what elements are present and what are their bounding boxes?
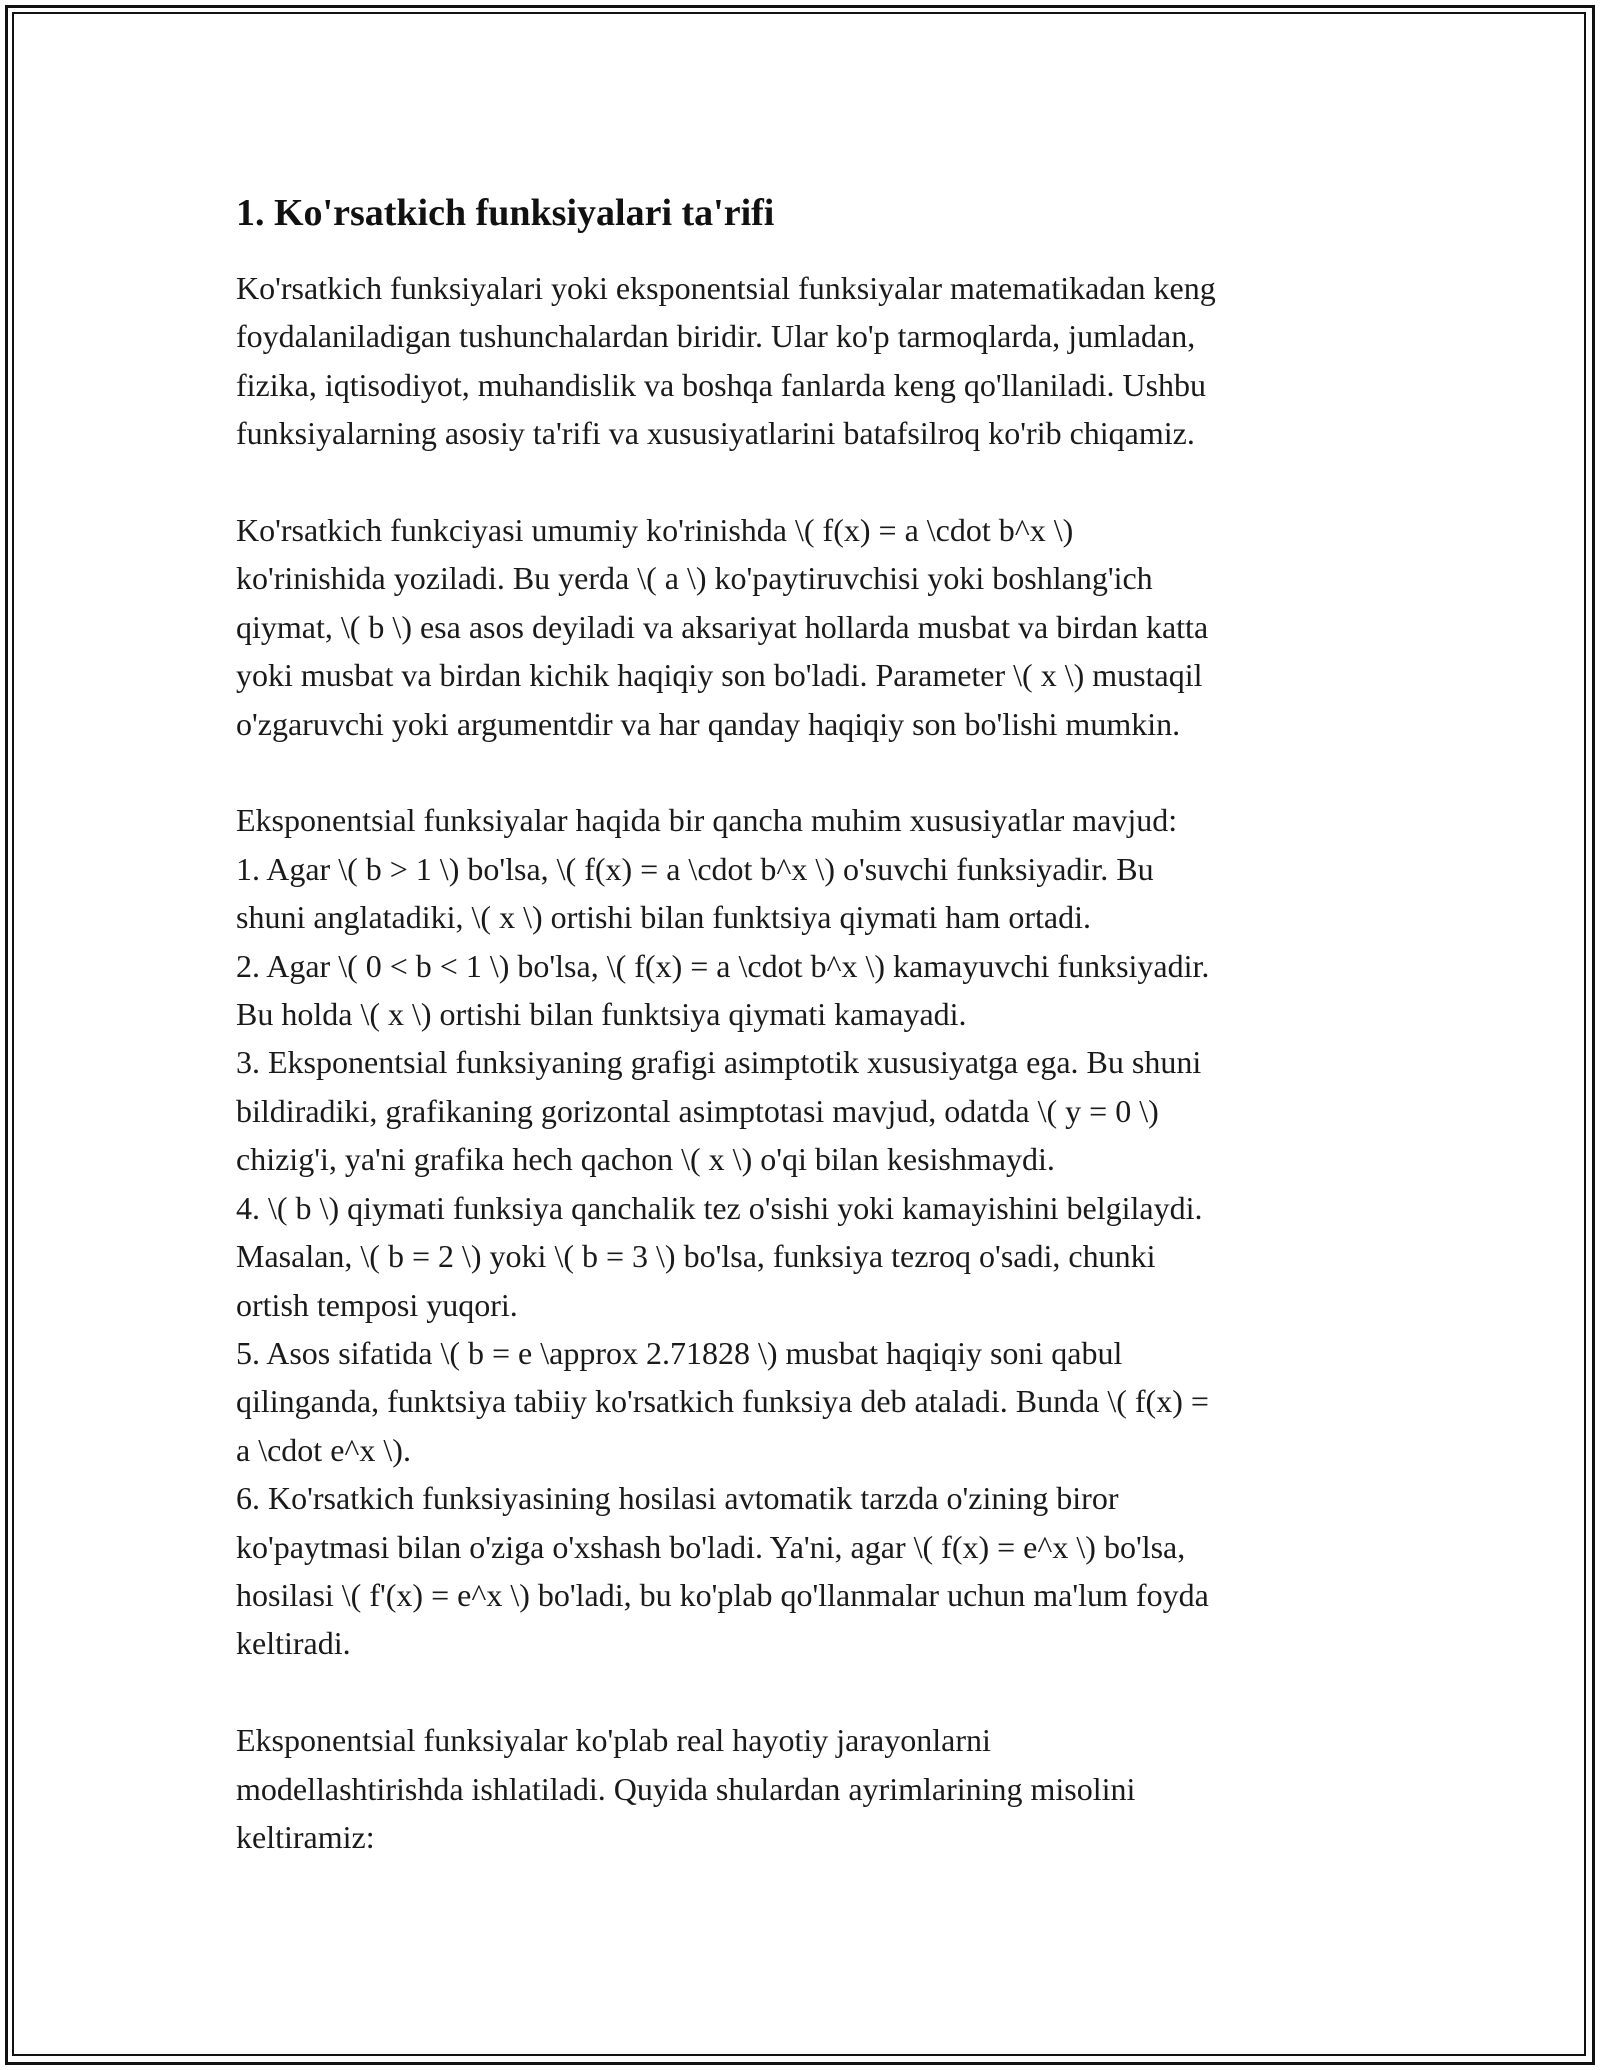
property-item-6: 6. Ko'rsatkich funksiyasining hosilasi avtomatik tarzda o'zining biror [236, 1480, 1119, 1517]
paragraph-properties [236, 796, 1366, 1667]
text-line: ortish temposi yuqori. [236, 1286, 518, 1323]
text-line: chizig'i, ya'ni grafika hech qachon \( x \) o'qi bilan kesishmaydi. [236, 1141, 1055, 1178]
paragraph-definition [236, 506, 1366, 748]
text-line: hosilasi \( f'(x) = e^x \) bo'ladi, bu ko'plab qo'llanmalar uchun ma'lum foyda [236, 1576, 1209, 1613]
paragraph-intro [236, 264, 1366, 458]
document-body [236, 188, 1366, 1861]
property-item-3: 3. Eksponentsial funksiyaning grafigi asimptotik xususiyatga ega. Bu shuni [236, 1044, 1202, 1081]
text-line: yoki musbat va birdan kichik haqiqiy son bo'ladi. Parameter \( x \) mustaqil [236, 657, 1203, 694]
text-line: keltiradi. [236, 1625, 351, 1662]
text-line: modellashtirishda ishlatiladi. Quyida shulardan ayrimlarining misolini [236, 1770, 1136, 1807]
text-line: Bu holda \( x \) ortishi bilan funktsiya qiymati kamayadi. [236, 996, 967, 1033]
text-line: Ko'rsatkich funksiyalari yoki eksponentsial funksiyalar matematikadan keng [236, 270, 1216, 306]
property-item-1: 1. Agar \( b > 1 \) bo'lsa, \( f(x) = a \cdot b^x \) o'suvchi funksiyadir. Bu [236, 850, 1154, 887]
text-line: bildiradiki, grafikaning gorizontal asimptotasi mavjud, odatda \( y = 0 \) [236, 1092, 1159, 1129]
paragraph-gap [236, 1668, 1366, 1716]
paragraph-gap [236, 458, 1366, 506]
text-line: ko'paytmasi bilan o'ziga o'xshash bo'ladi. Ya'ni, agar \( f(x) = e^x \) bo'lsa, [236, 1528, 1186, 1565]
text-line: shuni anglatadiki, \( x \) ortishi bilan funktsiya qiymati ham ortadi. [236, 899, 1091, 936]
text-line: ko'rinishida yoziladi. Bu yerda \( a \) ko'paytiruvchisi yoki boshlang'ich [236, 560, 1153, 597]
text-line: funksiyalarning asosiy ta'rifi va xususiyatlarini batafsilroq ko'rib chiqamiz. [236, 415, 1195, 452]
property-item-4: 4. \( b \) qiymati funksiya qanchalik tez o'sishi yoki kamayishini belgilaydi. [236, 1189, 1203, 1226]
text-line: qiymat, \( b \) esa asos deyiladi va aksariyat hollarda musbat va birdan katta [236, 608, 1209, 645]
text-line: foydalaniladigan tushunchalardan biridir. Ular ko'p tarmoqlarda, jumladan, [236, 318, 1196, 355]
text-line: qilinganda, funktsiya tabiiy ko'rsatkich funksiya deb ataladi. Bunda \( f(x) = [236, 1383, 1209, 1420]
text-line: Eksponentsial funksiyalar ko'plab real hayotiy jarayonlarni [236, 1722, 991, 1759]
text-line: keltiramiz: [236, 1818, 375, 1855]
text-line: a \cdot e^x \). [236, 1431, 411, 1468]
text-line: Masalan, \( b = 2 \) yoki \( b = 3 \) bo'lsa, funksiya tezroq o'sadi, chunki [236, 1238, 1156, 1275]
section-heading: 1. Ko'rsatkich funksiyalari ta'rifi [236, 192, 775, 234]
text-line: o'zgaruvchi yoki argumentdir va har qanday haqiqiy son bo'lishi mumkin. [236, 705, 1181, 742]
text-line: Ko'rsatkich funkciyasi umumiy ko'rinishda \( f(x) = a \cdot b^x \) [236, 512, 1074, 549]
property-item-5: 5. Asos sifatida \( b = e \approx 2.71828 \) musbat haqiqiy soni qabul [236, 1334, 1123, 1371]
paragraph-applications [236, 1716, 1366, 1861]
text-line: Eksponentsial funksiyalar haqida bir qancha muhim xususiyatlar mavjud: [236, 802, 1178, 839]
text-line: fizika, iqtisodiyot, muhandislik va boshqa fanlarda keng qo'llaniladi. Ushbu [236, 366, 1207, 403]
paragraph-gap [236, 748, 1366, 796]
property-item-2: 2. Agar \( 0 < b < 1 \) bo'lsa, \( f(x) = a \cdot b^x \) kamayuvchi funksiyadir. [236, 947, 1210, 984]
